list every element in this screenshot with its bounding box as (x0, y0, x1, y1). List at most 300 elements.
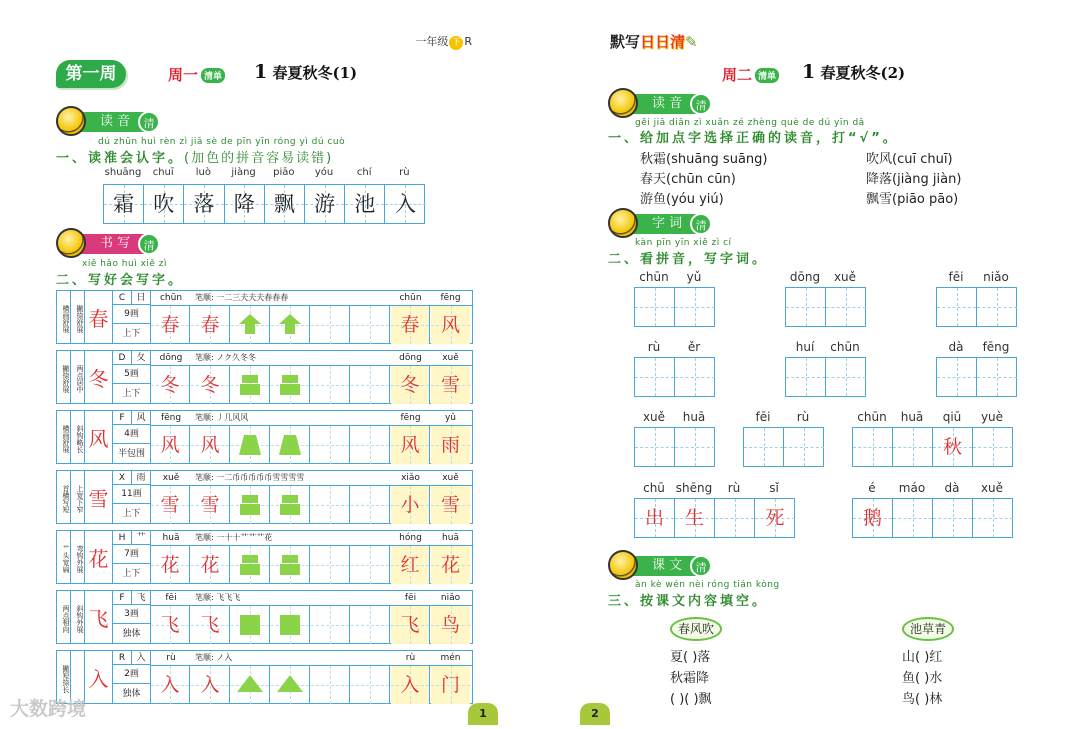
fill-line-right: 山( )红 (902, 650, 943, 665)
word-pinyin: fēng (982, 340, 1010, 354)
word-grid-char: 死 (765, 507, 785, 529)
read-pinyin: chí (356, 167, 372, 178)
read-char: 霜 (113, 192, 135, 216)
word-grid-cell (933, 428, 973, 466)
word-grid-cell (937, 358, 977, 396)
read-pinyin: yóu (314, 167, 334, 178)
mcq-item (640, 188, 724, 207)
word-grid-cell (893, 428, 933, 466)
grid-cell (351, 666, 390, 704)
trace-char: 雪 (200, 494, 220, 516)
word-grid-cell (786, 288, 826, 326)
row-info-radical: 雨 (132, 471, 151, 485)
read-char-cell (345, 185, 385, 223)
word-grid-cell (784, 428, 824, 466)
word-pinyin: fēi (948, 270, 964, 284)
word-pinyin-row (743, 410, 823, 424)
q2-pinyin: xiě hǎo huì xiě zì (82, 259, 168, 269)
read-char-cell (144, 185, 184, 223)
r-q1-pinyin: gěi jiā diǎn zì xuǎn zé zhèng què de dú yīn dǎ (635, 118, 865, 128)
word-grid-cell (675, 499, 715, 537)
trace-char: 雪 (160, 494, 180, 516)
word-grid (936, 357, 1017, 397)
word-grid-cell (973, 499, 1013, 537)
word-pinyin: dōng (399, 353, 422, 363)
grade-label: 一年级 下 R (415, 35, 472, 48)
word-grid-cell (853, 499, 893, 537)
read-pinyin: luò (195, 167, 212, 178)
day-title: 周一 清单 (168, 64, 228, 85)
grid-cell (151, 366, 190, 404)
grid-cell (191, 426, 230, 464)
read-char-cell (184, 185, 224, 223)
row-tip-2: 斜钩外展 (71, 591, 85, 643)
word-pinyin: yuè (980, 410, 1004, 424)
word-pinyin: chūn (830, 340, 860, 354)
r-q3-pinyin: àn kè wén nèi róng tián kòng (635, 580, 780, 590)
word-grid-cell (853, 428, 893, 466)
word-grid-cell (977, 288, 1017, 326)
week-badge: 第一周 (56, 60, 126, 88)
word-grid-cell (755, 499, 795, 537)
read-char: 入 (394, 192, 416, 216)
mcq-options: (shuāng suāng) (666, 152, 768, 167)
series-logo: 默写日日清✎ (610, 33, 698, 51)
word-grid (852, 498, 1013, 538)
row-char: 冬 (85, 351, 113, 403)
row-info-letter: F (113, 591, 132, 605)
word-pinyin: rù (727, 481, 741, 495)
grade-badge: 下 (449, 36, 463, 50)
word-pinyin-row (634, 270, 714, 284)
word-pinyin: dà (948, 340, 964, 354)
r-q2-text: 二、看拼音，写字词。 (608, 252, 769, 267)
word-grid-cell (933, 499, 973, 537)
grid-cell (431, 666, 470, 704)
q1-text: 一、读准会认字。(加色的拼音容易读错) (56, 151, 334, 166)
row-info-strokes: 3画 (113, 605, 151, 624)
word-char: 门 (440, 674, 460, 696)
row-info-strokes: 2画 (113, 665, 151, 684)
grid-cell (151, 306, 190, 344)
word-char: 飞 (400, 614, 420, 636)
word-pinyin: xuě (980, 481, 1004, 495)
word-pinyin-row (634, 410, 714, 424)
bee-icon (608, 550, 638, 580)
word-grid-cell (635, 288, 675, 326)
row-info-radical: 飞 (132, 591, 151, 605)
word-pinyin: niǎo (440, 593, 461, 603)
row-grid (151, 545, 472, 583)
read-char: 降 (233, 192, 255, 216)
trace-char: 入 (160, 674, 180, 696)
fill-line-right: 鱼( )水 (902, 671, 943, 686)
trace-char: 风 (160, 434, 180, 456)
word-grid-cell (715, 499, 755, 537)
word-char: 小 (400, 494, 420, 516)
word-pinyin: chūn (857, 410, 887, 424)
row-info-strokes: 7画 (113, 545, 151, 564)
word-pinyin: xuě (442, 473, 459, 483)
grid-cell (191, 306, 230, 344)
word-pinyin: huā (442, 533, 459, 543)
write-row (56, 590, 473, 644)
row-pinyin: fēi (165, 593, 177, 603)
structure-shape-icon (275, 672, 305, 699)
lesson-title: 1 春夏秋冬(1) (254, 61, 358, 83)
mcq-item (640, 148, 767, 167)
read-char-cell (265, 185, 305, 223)
word-pinyin: rù (647, 340, 661, 354)
row-info-letter: F (113, 411, 132, 425)
grid-cell (271, 306, 310, 344)
row-info-struct: 独体 (113, 684, 151, 704)
read-pinyin-row (103, 167, 423, 181)
row-info-strokes: 4画 (113, 425, 151, 444)
word-pinyin: sǐ (769, 481, 779, 495)
word-pinyin: rù (796, 410, 810, 424)
write-row (56, 470, 473, 524)
grid-cell (151, 486, 190, 524)
write-row (56, 530, 473, 584)
word-char: 鸟 (440, 614, 460, 636)
row-info-struct: 上下 (113, 324, 151, 344)
grid-cell (351, 546, 390, 584)
grid-cell (231, 486, 270, 524)
write-row (56, 410, 473, 464)
watermark: 大数跨境 (10, 698, 87, 720)
word-char: 雪 (440, 374, 460, 396)
trace-char: 花 (200, 554, 220, 576)
word-grid-cell (973, 428, 1013, 466)
grid-cell (151, 666, 190, 704)
right-page (540, 0, 1080, 729)
structure-shape-icon (237, 432, 263, 463)
row-tip: 艹头宽扁 (57, 531, 71, 583)
row-info-struct: 上下 (113, 504, 151, 524)
word-pinyin: fēng (400, 413, 421, 423)
section-text: 课 文 清 (614, 556, 708, 576)
q1-pinyin: dú zhǔn huì rèn zì jiā sè de pīn yīn róng yì dú cuò (98, 137, 346, 147)
grid-cell (391, 666, 430, 704)
bee-icon (608, 88, 638, 118)
word-pinyin-row (634, 481, 794, 495)
bee-icon (56, 228, 86, 258)
grid-cell (351, 366, 390, 404)
pencil-icon: ✎ (685, 33, 698, 51)
grid-cell (191, 366, 230, 404)
word-grid-cell (744, 428, 784, 466)
mcq-options: (yóu yiú) (666, 192, 724, 207)
grid-cell (191, 606, 230, 644)
trace-char: 花 (160, 554, 180, 576)
grid-cell (191, 546, 230, 584)
word-pinyin: chūn (399, 293, 422, 303)
word-grid (785, 357, 866, 397)
bubble-chicaoqing: 池草青 (902, 617, 954, 641)
q2-text: 二、写好会写字。 (56, 273, 185, 288)
row-info-radical: 入 (132, 651, 151, 665)
word-pinyin: xuě (442, 353, 459, 363)
row-char: 雪 (85, 471, 113, 523)
word-grid-cell (635, 499, 675, 537)
r-q3-text: 三、按课文内容填空。 (608, 594, 769, 609)
grid-cell (151, 426, 190, 464)
grid-cell (311, 426, 350, 464)
mcq-word: 秋霜 (640, 152, 667, 167)
row-tip-2: 斜钩略长 (71, 411, 85, 463)
structure-shape-icon (237, 492, 263, 523)
word-pinyin: qiū (942, 410, 962, 424)
word-pinyin-row (936, 270, 1016, 284)
trace-char: 入 (200, 674, 220, 696)
write-row (56, 350, 473, 404)
grid-cell (231, 426, 270, 464)
read-char-cell (305, 185, 345, 223)
read-char-cell (225, 185, 265, 223)
read-char: 游 (314, 192, 336, 216)
row-tip: 横画舒展 (57, 411, 71, 463)
fill-line-right: 鸟( )林 (902, 692, 943, 707)
row-info-radical: 日 (132, 291, 151, 305)
structure-shape-icon (277, 492, 303, 523)
row-info-struct: 上下 (113, 384, 151, 404)
structure-shape-icon (237, 552, 263, 583)
trace-char: 飞 (200, 614, 220, 636)
row-info-struct: 上下 (113, 564, 151, 584)
word-grid (743, 427, 824, 467)
mcq-item (866, 188, 958, 207)
row-info-letter: C (113, 291, 132, 305)
write-row (56, 650, 473, 704)
word-char: 花 (440, 554, 460, 576)
word-pinyin: é (868, 481, 876, 495)
fill-line-left: 秋霜降 (670, 671, 710, 686)
grid-cell (271, 366, 310, 404)
mcq-word: 吹风 (866, 152, 893, 167)
grid-cell (311, 666, 350, 704)
word-char: 风 (400, 434, 420, 456)
row-pinyin: fēng (160, 413, 182, 423)
word-pinyin: yǔ (686, 270, 702, 284)
word-pinyin: niǎo (983, 270, 1009, 284)
grid-cell (391, 606, 430, 644)
row-char: 春 (85, 291, 113, 343)
word-pinyin: huā (682, 410, 706, 424)
row-grid (151, 425, 472, 463)
mcq-word: 降落 (866, 172, 893, 187)
mcq-options: (piāo pāo) (892, 192, 959, 207)
fill-line-left: ( )( )飘 (670, 692, 712, 707)
structure-shape-icon (277, 612, 303, 643)
word-pinyin: máo (898, 481, 926, 495)
row-tip: 撇捺舒展 (57, 351, 71, 403)
word-pinyin: huā (900, 410, 924, 424)
word-grid (785, 287, 866, 327)
read-char: 吹 (153, 192, 175, 216)
grid-cell (151, 606, 190, 644)
row-grid (151, 365, 472, 403)
row-info-radical: 夂 (132, 351, 151, 365)
row-grid (151, 605, 472, 643)
word-grid-cell (893, 499, 933, 537)
grid-cell (231, 606, 270, 644)
word-pinyin: hóng (399, 533, 422, 543)
trace-char: 冬 (160, 374, 180, 396)
grid-cell (431, 426, 470, 464)
mcq-options: (jiàng jiàn) (892, 172, 962, 187)
row-tip-2: 上宽下窄 (71, 471, 85, 523)
row-tip: 撇短捺长 (57, 651, 71, 703)
row-tip-2: 弯钩外展 (71, 531, 85, 583)
grid-cell (391, 546, 430, 584)
word-grid-cell (826, 288, 866, 326)
read-char: 落 (193, 192, 215, 216)
word-pinyin: xiǎo (401, 473, 420, 483)
structure-shape-icon (277, 312, 303, 341)
word-pinyin: fēi (404, 593, 417, 603)
read-char-cell (104, 185, 144, 223)
day-title-2: 周二 清单 (722, 64, 782, 85)
word-pinyin: xuě (642, 410, 666, 424)
word-grid-char: 鹅 (862, 507, 882, 529)
bee-icon (56, 106, 86, 136)
row-grid (151, 665, 472, 703)
word-char: 雪 (440, 494, 460, 516)
word-grid-cell (675, 428, 715, 466)
row-stroke-order: 笔顺: 一二三夫夫夫春春春 (195, 293, 289, 302)
mcq-word: 飘雪 (866, 192, 893, 207)
row-pinyin: xuě (162, 473, 180, 483)
read-pinyin: chuī (152, 167, 174, 178)
section-read: 读 音 清 (62, 112, 156, 132)
grid-cell (351, 426, 390, 464)
structure-shape-icon (237, 372, 263, 403)
word-pinyin: xuě (833, 270, 857, 284)
word-char: 入 (400, 674, 420, 696)
word-grid (634, 357, 715, 397)
structure-shape-icon (277, 552, 303, 583)
read-pinyin: jiàng (231, 167, 256, 178)
read-char-grid (103, 184, 425, 224)
word-char: 风 (440, 314, 460, 336)
grid-cell (431, 366, 470, 404)
grid-cell (231, 666, 270, 704)
grid-cell (191, 486, 230, 524)
word-pinyin: fēi (755, 410, 771, 424)
row-stroke-order: 笔顺: 丿几风风 (195, 413, 249, 422)
row-char: 飞 (85, 591, 113, 643)
word-grid (634, 287, 715, 327)
r-q1-text: 一、给加点字选择正确的读音，打“√”。 (608, 131, 899, 146)
grid-cell (431, 306, 470, 344)
grid-cell (271, 666, 310, 704)
mcq-item (866, 148, 953, 167)
word-grid-cell (977, 358, 1017, 396)
row-info-letter: H (113, 531, 132, 545)
word-grid-char: 出 (644, 507, 664, 529)
grid-cell (431, 486, 470, 524)
word-char: 春 (400, 314, 420, 336)
lesson-title-2: 1 春夏秋冬(2) (802, 61, 906, 83)
word-pinyin: fēng (440, 293, 461, 303)
row-tip: 两点相向 (57, 591, 71, 643)
word-pinyin-row (852, 481, 1012, 495)
row-info-radical: 艹 (132, 531, 151, 545)
word-grid-cell (675, 358, 715, 396)
row-stroke-order: 笔顺: 飞飞飞 (195, 593, 241, 602)
word-grid (936, 287, 1017, 327)
trace-char: 春 (160, 314, 180, 336)
word-pinyin: yǔ (444, 413, 457, 423)
row-tip: 横画舒展 (57, 291, 71, 343)
grid-cell (311, 606, 350, 644)
word-pinyin: shēng (675, 481, 713, 495)
word-pinyin-row (785, 270, 865, 284)
row-info-letter: X (113, 471, 132, 485)
row-char: 入 (85, 651, 113, 703)
row-info-strokes: 9画 (113, 305, 151, 324)
grid-cell (271, 606, 310, 644)
mcq-word: 春天 (640, 172, 667, 187)
row-pinyin: rù (166, 653, 176, 663)
row-info-radical: 风 (132, 411, 151, 425)
trace-char: 风 (200, 434, 220, 456)
section-write: 书 写 清 (62, 234, 156, 254)
bubble-chunfengchui: 春风吹 (670, 617, 722, 641)
read-char: 飘 (273, 192, 295, 216)
grid-cell (311, 546, 350, 584)
word-grid (634, 498, 795, 538)
write-row (56, 290, 473, 344)
word-pinyin-row (936, 340, 1016, 354)
grid-cell (391, 306, 430, 344)
structure-shape-icon (237, 312, 263, 341)
read-char-cell (385, 185, 425, 223)
word-pinyin-row (634, 340, 714, 354)
section-read-2: 读 音 清 (614, 94, 708, 114)
row-pinyin: huā (162, 533, 180, 543)
grid-cell (231, 306, 270, 344)
structure-shape-icon (277, 432, 303, 463)
word-pinyin: mén (440, 653, 461, 663)
word-pinyin: dà (944, 481, 960, 495)
mcq-item (640, 168, 736, 187)
row-info-letter: R (113, 651, 132, 665)
word-grid-cell (937, 288, 977, 326)
row-info-struct: 独体 (113, 624, 151, 644)
row-stroke-order: 笔顺: 一二币币币币币雪雪雪雪 (195, 473, 305, 482)
word-grid-cell (635, 358, 675, 396)
row-grid (151, 305, 472, 343)
word-grid-cell (786, 358, 826, 396)
word-char: 雨 (440, 434, 460, 456)
structure-shape-icon (235, 672, 265, 699)
mcq-options: (chūn cūn) (666, 172, 736, 187)
word-grid (852, 427, 1013, 467)
row-tip: 首横写短 (57, 471, 71, 523)
mcq-word: 游鱼 (640, 192, 667, 207)
trace-char: 冬 (200, 374, 220, 396)
row-pinyin: chūn (159, 293, 183, 303)
word-char: 红 (400, 554, 420, 576)
row-tip-2: 撇捺舒展 (71, 291, 85, 343)
row-stroke-order: 笔顺: ノク久冬冬 (195, 353, 256, 362)
word-pinyin-row (852, 410, 1012, 424)
word-pinyin-row (785, 340, 865, 354)
row-tip-2: 两点居中 (71, 351, 85, 403)
word-pinyin: chū (643, 481, 665, 495)
